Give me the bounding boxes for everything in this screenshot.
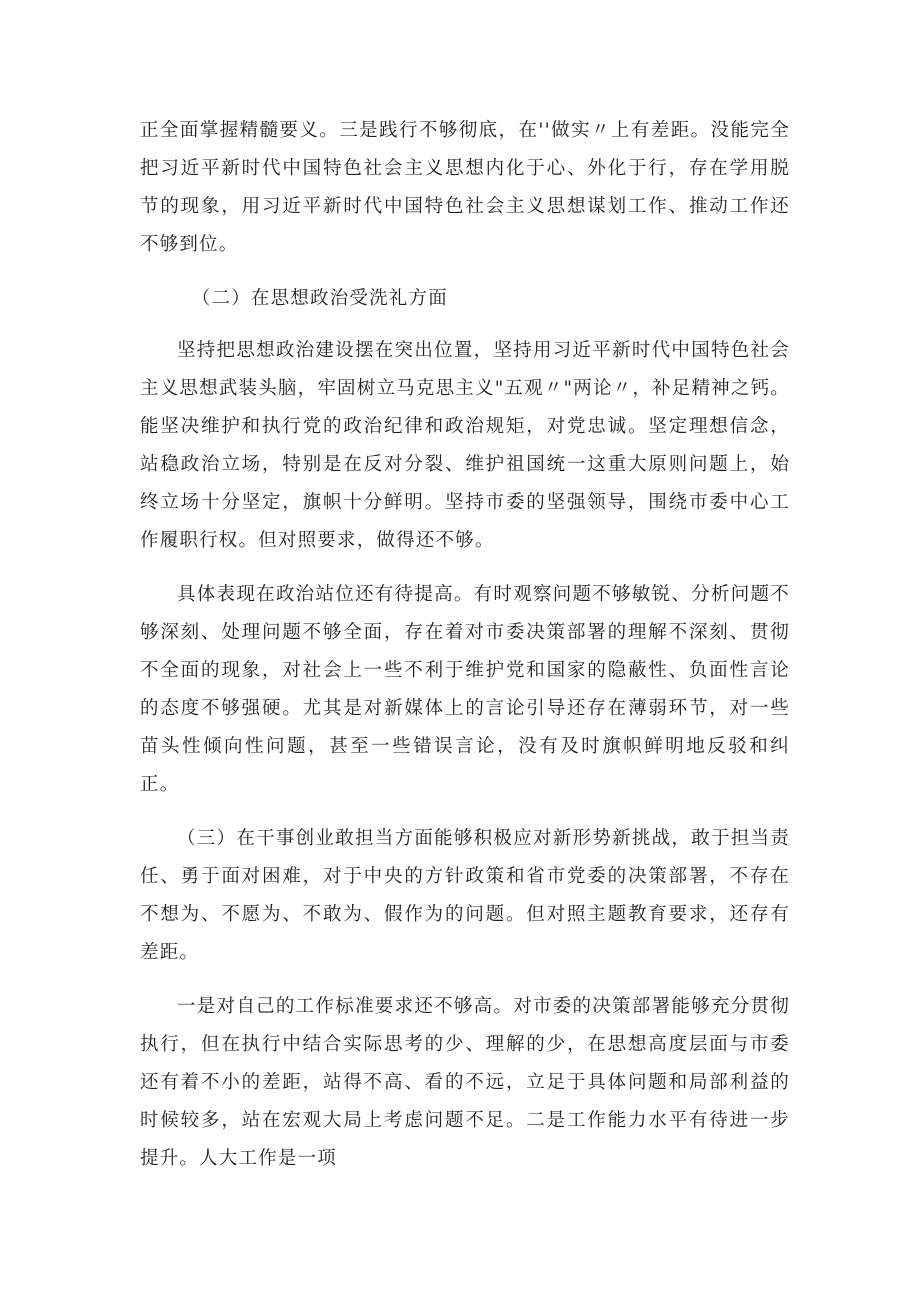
document-body (140, 112, 790, 1194)
paragraph-continuation: 正全面掌握精髓要义。三是践行不够彻底，在''做实〃上有差距。没能完全把习近平新时代中国特色社会主义思想内化于心、外化于行，存在学用脱节的现象，用习近平新时代中国特色社会主义思想谋划工作、推动工作还不够到位。 (140, 120, 790, 255)
section-heading-3-paragraph: （三）在干事创业敢担当方面能够积极应对新形势新挑战，敢于担当责任、勇于面对困难，对于中央的方针政策和省市党委的决策部署，不存在不想为、不愿为、不敢为、假作为的问题。但对照主题教育要求，还存有差距。 (140, 828, 790, 963)
paragraph-ideology: 坚持把思想政治建设摆在突出位置，坚持用习近平新时代中国特色社会主义思想武装头脑，牢固树立马克思主义"五观〃"两论〃，补足精神之钙。能坚决维护和执行党的政治纪律和政治规矩，对党忠诚。坚定理想信念，站稳政治立场，特别是在反对分裂、维护祖国统一这重大原则问题上，始终立场十分坚定，旗帜十分鲜明。坚持市委的坚强领导，围绕市委中心工作履职行权。但对照要求，做得还不够。 (140, 340, 790, 551)
paragraph-political-stance: 具体表现在政治站位还有待提高。有时观察问题不够敏锐、分析问题不够深刻、处理问题不够全面，存在着对市委决策部署的理解不深刻、贯彻不全面的现象，对社会上一些不利于维护党和国家的隐蔽性、负面性言论的态度不够强硬。尤其是对新媒体上的言论引导还存在薄弱环节，对一些苗头性倾向性问题，甚至一些错误言论，没有及时旗帜鲜明地反驳和纠正。 (140, 584, 790, 795)
section-heading-2: （二）在思想政治受洗礼方面 (191, 288, 448, 309)
paragraph-work-standards: 一是对自己的工作标准要求还不够高。对市委的决策部署能够充分贯彻执行，但在执行中结合实际思考的少、理解的少，在思想高度层面与市委还有着不小的差距，站得不高、看的不远，立足于具体问题和局部利益的时候较多，站在宏观大局上考虑问题不足。二是工作能力水平有待进一步提升。人大工作是一项 (140, 996, 790, 1169)
